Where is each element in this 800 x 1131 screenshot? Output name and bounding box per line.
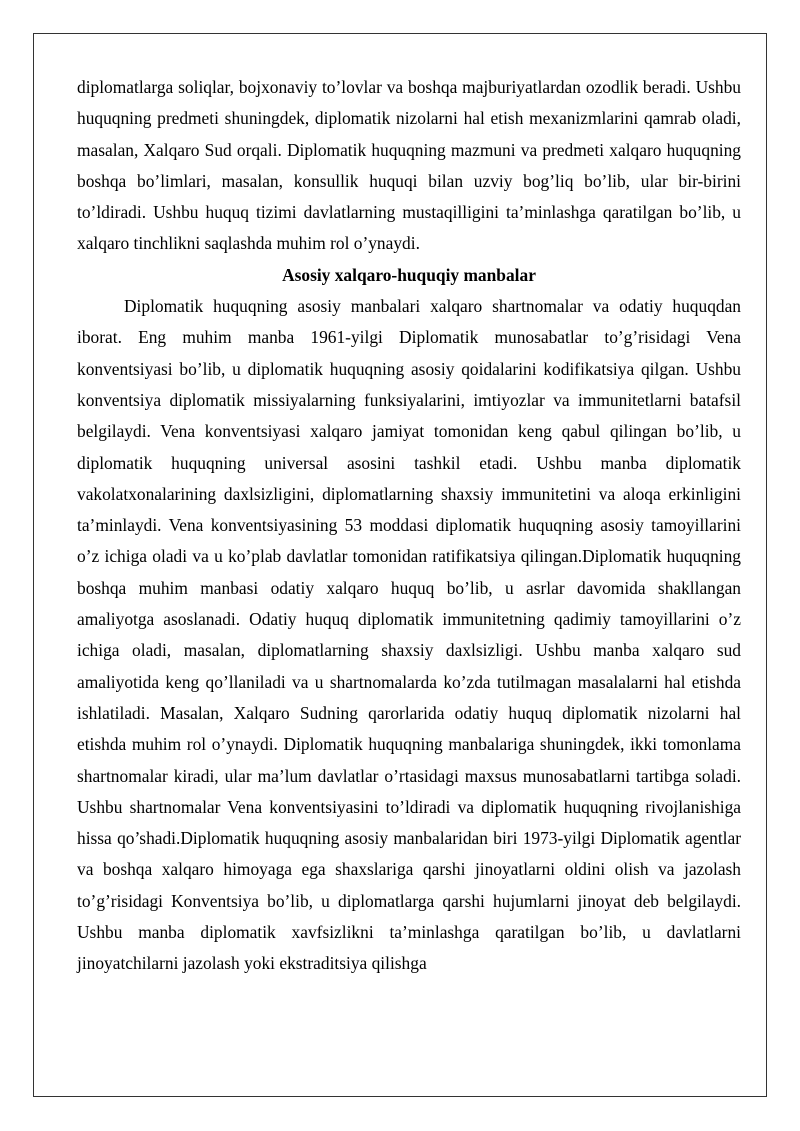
document-body [77, 72, 741, 980]
section-heading: Asosiy xalqaro-huquqiy manbalar [282, 264, 536, 285]
paragraph-sources: Diplomatik huquqning asosiy manbalari xalqaro shartnomalar va odatiy huquqdan iborat. Eng muhim manba 1961-yilgi Diplomatik munosabatlar to’g’risidagi Vena konventsiyasi bo’lib, u diplomatik huquqning asosiy qoidalarini kodifikatsiya qilgan. Ushbu konventsiya diplomatik missiyalarning funksiyalarini, imtiyozlar va immunitetlarni batafsil belgilaydi. Vena konventsiyasi xalqaro jamiyat tomonidan keng qabul qilingan bo’lib, u diplomatik huquqning universal asosini tashkil etadi. Ushbu manba diplomatik vakolatxonalarining daxlsizligini, diplomatlarning shaxsiy immunitetini va aloqa erkinligini ta’minlaydi. Vena konventsiyasining 53 moddasi diplomatik huquqning asosiy tamoyillarini o’z ichiga oladi va u ko’plab davlatlar tomonidan ratifikatsiya qilingan.Diplomatik huquqning boshqa muhim manbasi odatiy xalqaro huquq bo’lib, u asrlar davomida shakllangan amaliyotga asoslanadi. Odatiy huquq diplomatik immunitetning qadimiy tamoyillarini o’z ichiga oladi, masalan, diplomatlarning shaxsiy daxlsizligi. Ushbu manba xalqaro sud amaliyotida keng qo’llaniladi va u shartnomalarda ko’zda tutilmagan masalalarni hal etishda ishlatiladi. Masalan, Xalqaro Sudning qarorlarida odatiy huquq diplomatik nizolarni hal etishda muhim rol o’ynaydi. Diplomatik huquqning manbalariga shuningdek, ikki tomonlama shartnomalar kiradi, ular ma’lum davlatlar o’rtasidagi maxsus munosabatlarni tartibga soladi. Ushbu shartnomalar Vena konventsiyasini to’ldiradi va diplomatik huquqning rivojlanishiga hissa qo’shadi.Diplomatik huquqning asosiy manbalaridan biri 1973-yilgi Diplomatik agentlar va boshqa xalqaro himoyaga ega shaxslariga qarshi jinoyatlarni oldini olish va jazolash to’g’risidagi Konventsiya bo’lib, u diplomatlarga qarshi hujumlarni jinoyat deb belgilaydi. Ushbu manba diplomatik xavfsizlikni ta’minlashga qaratilgan bo’lib, u davlatlarni jinoyatchilarni jazolash yoki ekstraditsiya qilishga [77, 296, 741, 974]
paragraph-continuation: diplomatlarga soliqlar, bojxonaviy to’lovlar va boshqa majburiyatlardan ozodlik beradi. Ushbu huquqning predmeti shuningdek, diplomatik nizolarni hal etish mexanizmlarini qamrab oladi, masalan, Xalqaro Sud orqali. Diplomatik huquqning mazmuni va predmeti xalqaro huquqning boshqa bo’limlari, masalan, konsullik huquqi bilan uzviy bog’liq bo’lib, ular bir-birini to’ldiradi. Ushbu huquq tizimi davlatlarning mustaqilligini ta’minlashga qaratilgan bo’lib, u xalqaro tinchlikni saqlashda muhim rol o’ynaydi. [77, 77, 741, 254]
